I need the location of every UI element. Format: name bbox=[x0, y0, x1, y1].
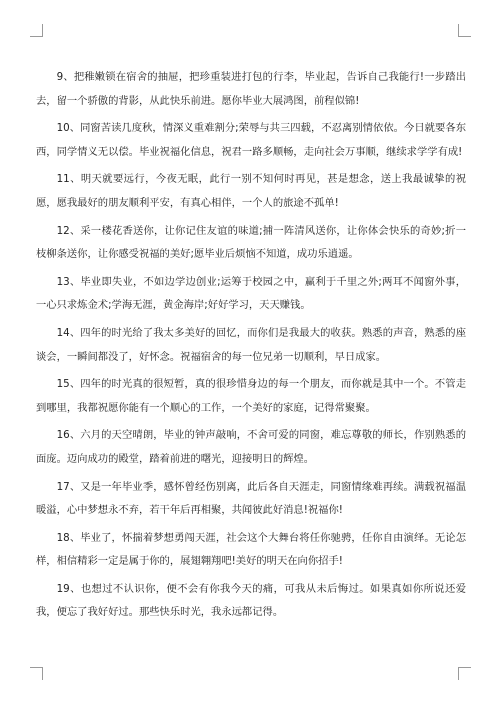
paragraph-14: 14、四年的时光给了我太多美好的回忆，而你们是我最大的收获。熟悉的声音，熟悉的座谈会，一瞬间都没了，好怀念。祝福宿舍的每一位兄弟一切顺利，早日成家。 bbox=[36, 326, 466, 363]
document-body bbox=[36, 66, 466, 629]
paragraph-17: 17、又是一年毕业季，感怀曾经伤别离，此后各自天涯走，同窗情缘难再续。满载祝福温暖溢，心中梦想永不弃，若干年后再相聚，共闻彼此好消息!祝福你! bbox=[36, 480, 466, 517]
paragraph-13: 13、毕业即失业，不如边学边创业;运筹于校园之中，赢利于千里之外;两耳不闻窗外事，一心只求炼金术;学海无涯，黄金海岸;好好学习，天天赚钱。 bbox=[36, 275, 466, 312]
paragraph-18: 18、毕业了，怀揣着梦想勇闯天涯，社会这个大舞台将任你驰骋，任你自由演绎。无论怎样，相信精彩一定是属于你的，展翅翱翔吧!美好的明天在向你招手! bbox=[36, 531, 466, 568]
paragraph-15: 15、四年的时光真的很短暂，真的很珍惜身边的每一个朋友，而你就是其中一个。不管走到哪里，我都祝愿你能有一个顺心的工作，一个美好的家庭，记得常聚聚。 bbox=[36, 378, 466, 414]
paragraph-19: 19、也想过不认识你，便不会有你我今天的痛，可我从未后悔过。如果真如你所说还爱我，便忘了我好好过。那些快乐时光，我永远都记得。 bbox=[36, 582, 466, 619]
crop-mark-top-right bbox=[458, 24, 471, 37]
crop-mark-bottom-right bbox=[458, 667, 471, 680]
paragraph-16: 16、六月的天空晴朗，毕业的钟声敲响，不舍可爱的同窗，难忘尊敬的师长，作别熟悉的面庞。迈向成功的殿堂，踏着前进的曙光，迎接明日的辉煌。 bbox=[36, 429, 466, 465]
paragraph-12: 12、采一楼花香送你，让你记住友谊的味道;捕一阵清风送你，让你体会快乐的奇妙;折一枝柳条送你，让你感受祝福的美好;愿毕业后烦恼不知道，成功乐逍遥。 bbox=[36, 224, 466, 261]
paragraph-10: 10、同窗苦读几度秋，情深义重难割分;荣辱与共三四载，不忍离别情依依。今日就要各东西，同学情义无以偿。毕业祝福化信息，祝君一路多顺畅，走向社会万事顺，继续求学学有成! bbox=[36, 122, 466, 158]
crop-mark-bottom-left bbox=[30, 667, 43, 680]
paragraph-9: 9、把稚嫩锁在宿舍的抽屉，把珍重装进打包的行李，毕业起，告诉自己我能行!一步踏出去，留一个骄傲的背影，从此快乐前进。愿你毕业大展鸿图，前程似锦! bbox=[36, 71, 466, 107]
crop-mark-top-left bbox=[30, 24, 43, 37]
paragraph-11: 11、明天就要远行，今夜无眠，此行一别不知何时再见，甚是想念，送上我最诚挚的祝愿，愿我最好的朋友顺利平安，有真心相伴，一个人的旅途不孤单! bbox=[36, 173, 466, 209]
